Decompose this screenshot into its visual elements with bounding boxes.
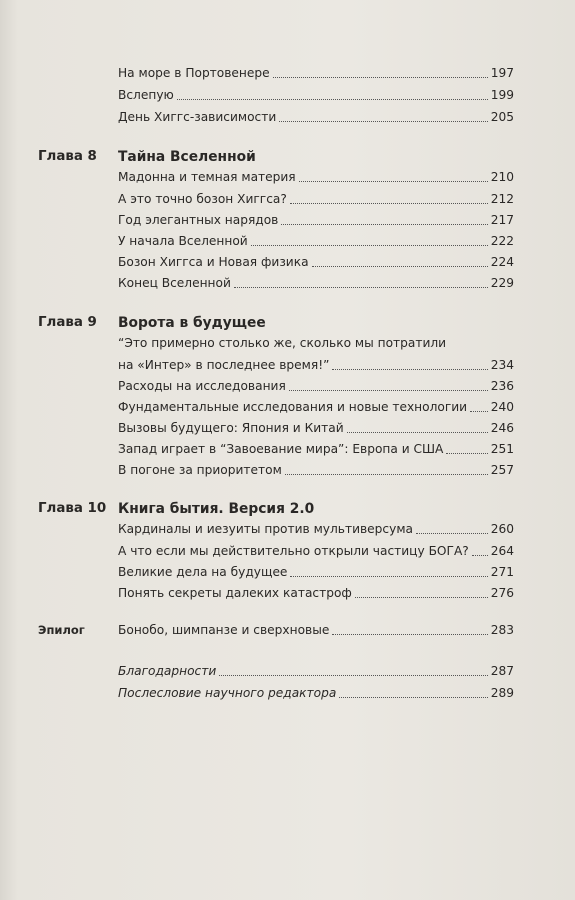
toc-entry: [118, 84, 514, 104]
toc-entry: [118, 62, 514, 82]
toc-entry-title: А что если мы действительно открыли частицу БОГА?: [118, 544, 469, 558]
dot-leader: [347, 431, 488, 433]
toc-entry-title: Благодарности: [118, 664, 217, 678]
toc-entry-title: Бозон Хиггса и Новая физика: [118, 255, 309, 269]
toc-entry-title: Год элегантных нарядов: [118, 213, 279, 227]
toc-entry: [118, 518, 514, 538]
toc-entry: [118, 166, 514, 186]
dot-leader: [285, 473, 488, 475]
chapter-label: Глава 10: [38, 501, 107, 516]
toc-entry-page: 257: [490, 463, 514, 477]
toc-entry: [118, 188, 514, 208]
toc-entry-title: “Это примерно столько же, сколько мы потратили: [118, 336, 447, 350]
toc-entry-page: 260: [490, 522, 514, 536]
dot-leader: [446, 452, 487, 454]
dot-leader: [355, 596, 488, 598]
toc-entry: [118, 106, 514, 126]
toc-entry: [118, 375, 514, 395]
toc-entry-page: 283: [490, 623, 514, 637]
dot-leader: [273, 76, 488, 78]
dot-leader: [219, 674, 487, 676]
toc-entry-page: 246: [490, 421, 514, 435]
dot-leader: [332, 368, 487, 370]
toc-entry: [118, 272, 514, 292]
dot-leader: [290, 575, 487, 577]
toc-entry-title: У начала Вселенной: [118, 234, 248, 248]
dot-leader: [177, 98, 488, 100]
toc-entry-title: Вызовы будущего: Япония и Китай: [118, 421, 344, 435]
toc-entry-title: Вслепую: [118, 88, 174, 102]
toc-entry: [118, 582, 514, 602]
toc-entry-page: 205: [490, 110, 514, 124]
toc-entry-title: Расходы на исследования: [118, 379, 286, 393]
toc-entry-title: Великие дела на будущее: [118, 565, 288, 579]
toc-entry: [118, 209, 514, 229]
toc-entry-title: Мадонна и темная материя: [118, 170, 296, 184]
toc-entry-page: 217: [490, 213, 514, 227]
toc-entry-page: 210: [490, 170, 514, 184]
toc-entry-page: 224: [490, 255, 514, 269]
chapter-label: Глава 8: [38, 149, 97, 164]
toc-entry-title: Фундаментальные исследования и новые технологии: [118, 400, 468, 414]
toc-entry-page: 212: [490, 192, 514, 206]
dot-leader: [234, 286, 488, 288]
toc-entry-title: Бонобо, шимпанзе и сверхновые: [118, 623, 330, 637]
dot-leader: [416, 532, 488, 534]
toc-entry-title: Кардиналы и иезуиты против мультиверсума: [118, 522, 413, 536]
dot-leader: [472, 554, 488, 556]
toc-entry-title: Понять секреты далеких катастроф: [118, 586, 352, 600]
toc-entry-title: А это точно бозон Хиггса?: [118, 192, 287, 206]
toc-entry: [118, 396, 514, 416]
dot-leader: [312, 265, 488, 267]
toc-entry-page: 199: [490, 88, 514, 102]
toc-entry-line: [118, 332, 514, 352]
toc-entry-page: 240: [490, 400, 514, 414]
dot-leader: [289, 389, 488, 391]
toc-entry: [118, 682, 514, 702]
toc-entry: [118, 619, 514, 639]
toc-entry-page: 271: [490, 565, 514, 579]
chapter-title: Книга бытия. Версия 2.0: [118, 501, 315, 517]
chapter-title: Тайна Вселенной: [118, 149, 256, 165]
toc-entry: [118, 417, 514, 437]
toc-entry-page: 264: [490, 544, 514, 558]
toc-entry-page: 251: [490, 442, 514, 456]
toc-entry-page: 234: [490, 358, 514, 372]
toc-entry: [118, 660, 514, 680]
toc-entry-page: 236: [490, 379, 514, 393]
dot-leader: [332, 633, 487, 635]
toc-entry-title: Конец Вселенной: [118, 276, 231, 290]
dot-leader: [251, 244, 488, 246]
toc-entry: [118, 438, 514, 458]
dot-leader: [299, 180, 488, 182]
toc-entry-page: 197: [490, 66, 514, 80]
toc-entry-title: на «Интер» в последнее время!”: [118, 358, 330, 372]
toc-entry: [118, 561, 514, 581]
toc-entry: [118, 251, 514, 271]
dot-leader: [281, 223, 487, 225]
toc-entry: [118, 230, 514, 250]
toc-entry-title: В погоне за приоритетом: [118, 463, 282, 477]
toc-entry-title: Послесловие научного редактора: [118, 686, 337, 700]
dot-leader: [470, 410, 488, 412]
toc-entry-page: 289: [490, 686, 514, 700]
epilog-label: Эпилог: [38, 623, 85, 637]
dot-leader: [279, 120, 487, 122]
dot-leader: [339, 696, 487, 698]
toc-entry-title: Запад играет в “Завоевание мира”: Европа и США: [118, 442, 444, 456]
toc-entry: [118, 354, 514, 374]
toc-entry-title: На море в Портовенере: [118, 66, 270, 80]
toc-entry-title: День Хиггс-зависимости: [118, 110, 277, 124]
chapter-title: Ворота в будущее: [118, 315, 266, 331]
chapter-label: Глава 9: [38, 315, 97, 330]
dot-leader: [290, 202, 488, 204]
toc-entry: [118, 540, 514, 560]
toc-entry-page: 287: [490, 664, 514, 678]
toc-entry-page: 229: [490, 276, 514, 290]
toc-entry-page: 222: [490, 234, 514, 248]
toc-entry: [118, 459, 514, 479]
toc-entry-page: 276: [490, 586, 514, 600]
